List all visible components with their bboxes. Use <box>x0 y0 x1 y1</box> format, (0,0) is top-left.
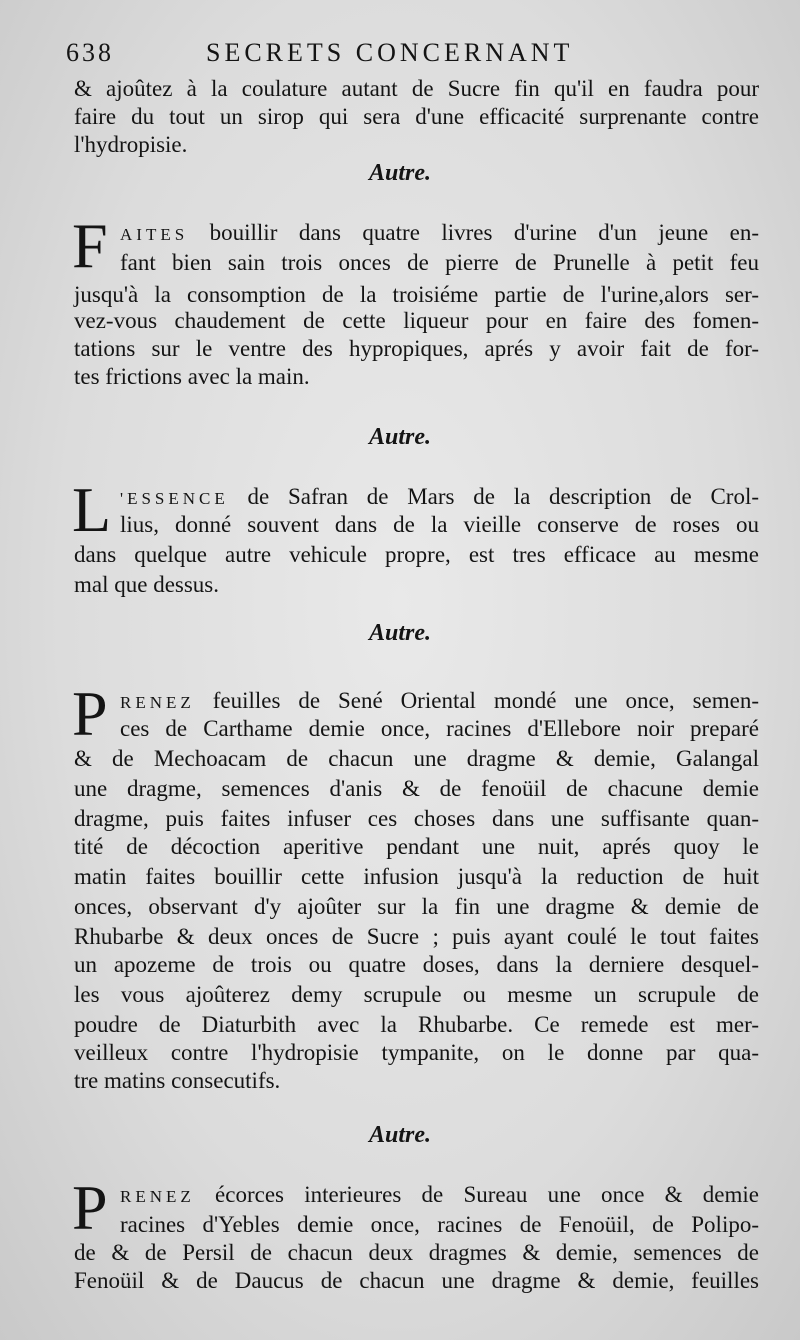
text-line: ces de Carthame demie once, racines d'Ellebore noir preparé <box>120 716 759 741</box>
text-line: tations sur le ventre des hypropiques, aprés y avoir fait de for- <box>74 336 759 361</box>
page-number: 638 <box>66 38 114 67</box>
text-line: poudre de Diaturbith avec la Rhubarbe. Ce remede est mer- <box>74 1012 759 1037</box>
running-title: SECRETS CONCERNANT <box>206 38 574 67</box>
text-line: onces, observant d'y ajoûter sur la fin une dragme & demie de <box>74 894 759 919</box>
text-line: & de Mechoacam de chacun une dragme & demie, Galangal <box>74 746 759 771</box>
drop-cap: L <box>72 474 112 545</box>
text-line: Fenoüil & de Daucus de chacun une dragme & demie, feuilles <box>74 1268 759 1293</box>
section-heading: Autre. <box>368 160 431 186</box>
line-text: écorces interieures de Sureau une once & demie <box>215 1182 759 1207</box>
section-heading: Autre. <box>368 620 431 646</box>
lead-word: RENEZ <box>120 1187 195 1206</box>
text-line <box>120 1182 759 1214</box>
section-heading: Autre. <box>368 424 431 450</box>
text-line: lius, donné souvent dans de la vieille conserve de roses ou <box>120 512 759 537</box>
text-line: une dragme, semences d'anis & de fenoüil de chacune demie <box>74 776 759 801</box>
text-line <box>120 220 759 252</box>
drop-cap: F <box>72 210 108 281</box>
line-text: de Safran de Mars de la description de Crol- <box>247 484 760 509</box>
text-line: mal que dessus. <box>74 572 220 597</box>
text-line: & ajoûtez à la coulature autant de Sucre fin qu'il en faudra pour <box>74 76 759 101</box>
section-heading: Autre. <box>368 1122 431 1148</box>
drop-cap: P <box>72 678 108 749</box>
text-line: fant bien sain trois onces de pierre de Prunelle à petit feu <box>120 250 759 275</box>
text-line: matin faites bouillir cette infusion jusqu'à la reduction de huit <box>74 864 759 889</box>
text-line: Rhubarbe & deux onces de Sucre ; puis ayant coulé le tout faites <box>74 924 759 949</box>
text-line: un apozeme de trois ou quatre doses, dans la derniere desquel- <box>74 952 759 977</box>
text-line: jusqu'à la consomption de la troisiéme partie de l'urine,alors ser- <box>74 282 759 307</box>
text-line: racines d'Yebles demie once, racines de Fenoüil, de Polipo- <box>120 1212 759 1237</box>
text-line: tre matins consecutifs. <box>74 1068 281 1093</box>
text-line: tes frictions avec la main. <box>74 364 310 389</box>
text-line: veilleux contre l'hydropisie tympanite, on le donne par qua- <box>74 1040 759 1065</box>
text-line: tité de décoction aperitive pendant une nuit, aprés quoy le <box>74 834 759 859</box>
text-line: faire du tout un sirop qui sera d'une efficacité surprenante contre <box>74 104 759 129</box>
lead-word: AITES <box>120 225 189 244</box>
line-text: feuilles de Sené Oriental mondé une once, semen- <box>212 688 759 713</box>
lead-word: RENEZ <box>120 693 195 712</box>
text-line: de & de Persil de chacun deux dragmes & demie, semences de <box>74 1240 759 1265</box>
line-text: bouillir dans quatre livres d'urine d'un jeune en- <box>209 220 760 245</box>
text-line: dans quelque autre vehicule propre, est tres efficace au mesme <box>74 542 759 567</box>
lead-word: 'ESSENCE <box>120 489 229 508</box>
text-line: l'hydropisie. <box>74 132 188 157</box>
text-line: dragme, puis faites infuser ces choses dans une suffisante quan- <box>74 806 759 831</box>
drop-cap: P <box>72 1172 108 1243</box>
text-line: vez-vous chaudement de cette liqueur pour en faire des fomen- <box>74 308 759 333</box>
page-header <box>66 38 766 74</box>
text-line: les vous ajoûterez demy scrupule ou mesme un scrupule de <box>74 982 759 1007</box>
